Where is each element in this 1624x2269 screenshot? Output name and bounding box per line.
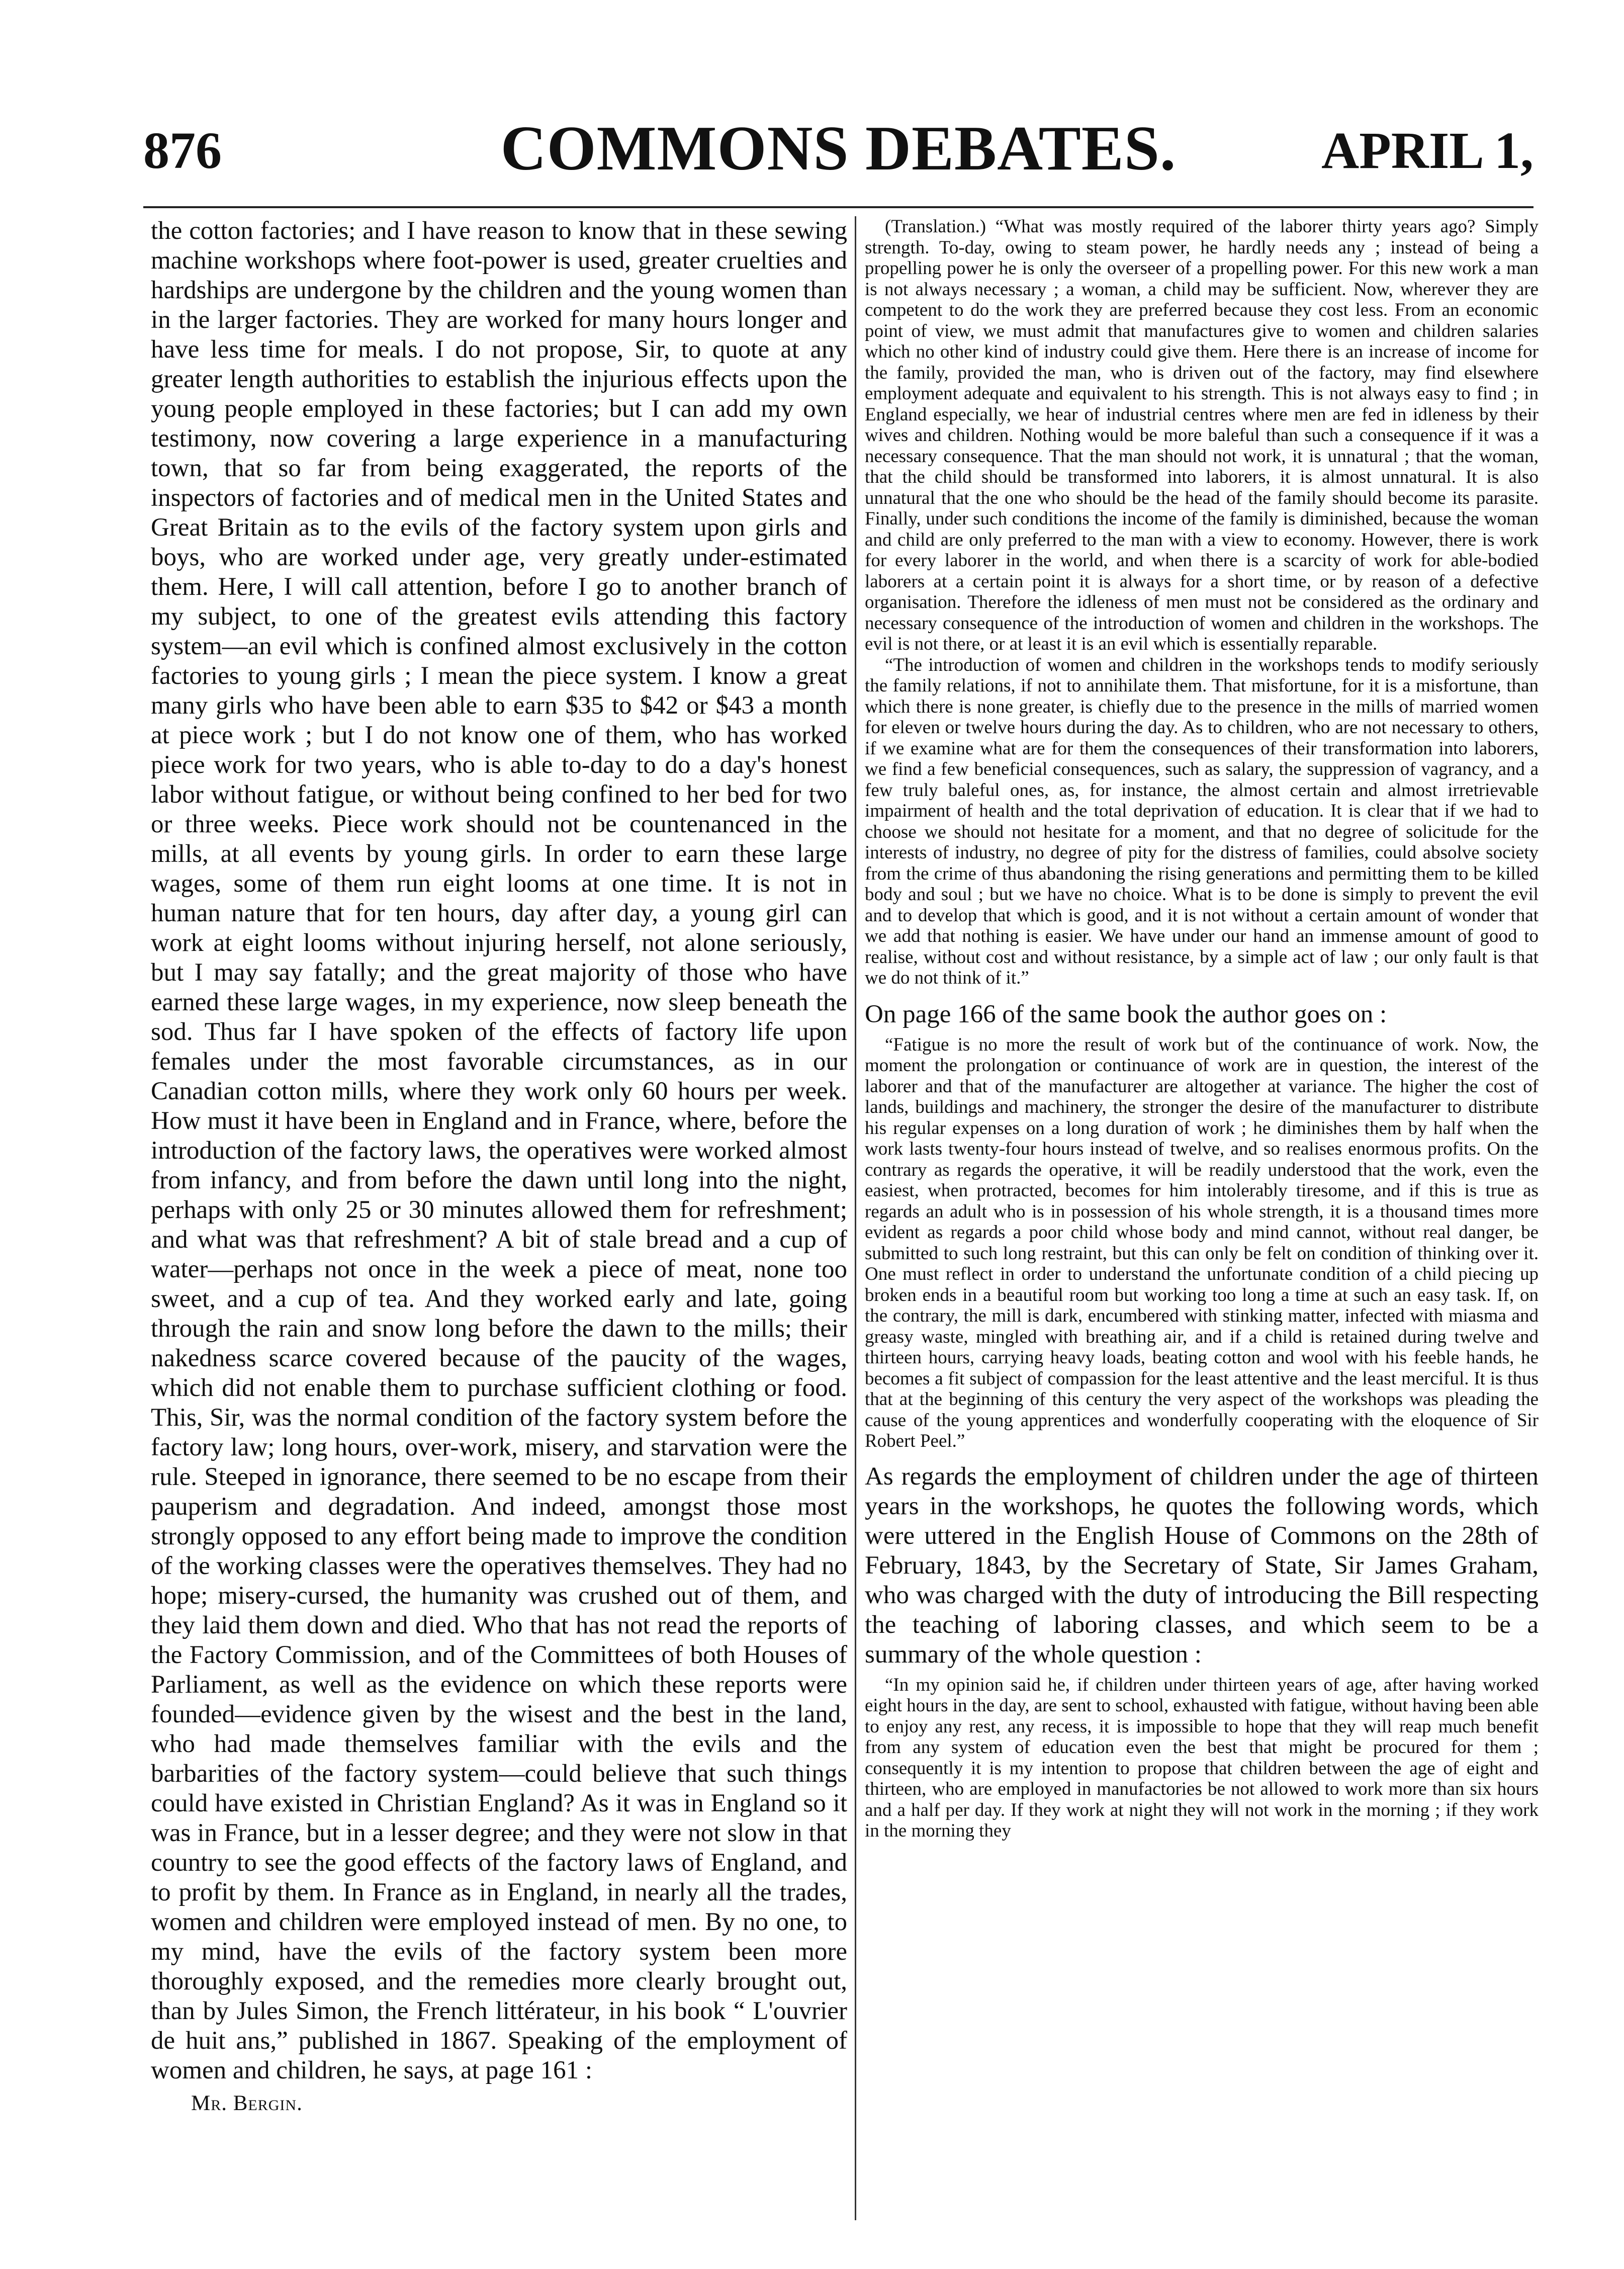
column-divider: [855, 216, 856, 2220]
page-number: 876: [143, 122, 222, 180]
translation-quote-paragraph-2: “The introduction of women and children in the workshops tends to modify seriously the family relations, if not to annihilate them. That misfortune, for it is a misfortune, than which there is none greater, is chiefly due to the presence in the mills of married women for eleven or twelve hours during the day. As to children, who are not necessary to others, if we examine what are for them the consequences of their transformation into laborers, we find a few beneficial consequences, such as salary, the suppression of vagrancy, and a few truly baleful ones, as, for instance, the almost certain and almost irretrievable impairment of health and the total deprivation of education. It is clear that if we had to choose we should not hesitate for a moment, and that no degree of solicitude for the interests of industry, no degree of pity for the distress of families, could absolve society from the crime of thus abandoning the rising generations and permitting them to be killed body and soul ; but we have no choice. What is to be done is simply to prevent the evil and to develop that which is good, and it is not without a certain amount of wonder that we add that nothing is easier. We have under our hand an immense amount of good to realise, without cost and without resistance, by a simple act of law ; our only fault is that we do not think of it.”: [865, 654, 1539, 988]
header-rule: [143, 206, 1533, 208]
header-date: APRIL 1,: [1321, 122, 1533, 180]
graham-intro: As regards the employment of children under the age of thirteen years in the workshops, he quotes the following words, which were uttered in the English House of Commons on the 28th of February, 1843, by the Secretary of State, Sir James Graham, who was charged with the duty of introducing the Bill respecting the teaching of laboring classes, and which seem to be a summary of the whole question :: [865, 1462, 1539, 1669]
graham-quote-paragraph: “In my opinion said he, if children under thirteen years of age, after having worked eight hours in the day, are sent to school, exhausted with fatigue, without having been able to enjoy any rest, any recess, it is impossible to hope that they will reap much benefit from any system of education even the best that might be procured for them ; consequently it is my intention to propose that children between the age of eight and thirteen, who are employed in manufactories be not allowed to work more than six hours and a half per day. If they work at night they will not work in the morning ; if they work in the morning they: [865, 1674, 1539, 1841]
translation-quote: [865, 216, 1539, 989]
translation-quote-paragraph-1: (Translation.) “What was mostly required of the laborer thirty years ago? Simply strength. To-day, owing to steam power, he hardly needs any ; instead of being a propelling power he is only the overseer of a propelling power. For this new work a man is not always necessary ; a woman, a child may be sufficient. Now, wherever they are competent to do the work they are preferred because they cost less. From an economic point of view, we must admit that manufactures give to women and children salaries which no other kind of industry could give them. Here there is an increase of income for the family, provided the man, who is driven out of the factory, may find elsewhere employment adequate and equivalent to his strength. This is not always easy to find ; in England especially, we hear of industrial centres where men are fed in idleness by their wives and children. Nothing would be more baleful than such a consequence if it was a necessary consequence. That the man should not work, it is unnatural ; that the woman, that the child should be transformed into laborers, it is almost unnatural. It is also unnatural that the one who should be the head of the family should become its parasite. Finally, under such conditions the income of the family is diminished, because the woman and child are only preferred to the man with a view to economy. However, there is work for every laborer in the world, and when there is a scarcity of work for able-bodied laborers at a certain point it is always for a short time, or by reason of a defective organisation. Therefore the idleness of men must not be considered as the ordinary and necessary consequence of the introduction of women and children in the workshops. The evil is not there, or at least it is an evil which is essentially reparable.: [865, 216, 1539, 654]
page-166-quote: [865, 1034, 1539, 1452]
left-column: [151, 216, 847, 2118]
graham-quote: [865, 1675, 1539, 1842]
page-166-quote-paragraph: “Fatigue is no more the result of work but of the continuance of work. Now, the moment the prolongation or continuance of work are in question, the interest of the laborer and that of the manufacturer are altogether at variance. The higher the cost of lands, buildings and machinery, the stronger the desire of the manufacturer to distribute his regular expenses on a long duration of work ; he diminishes them by half when the work lasts twenty-four hours instead of twelve, and so realises enormous profits. On the contrary as regards the operative, it will be readily understood that the work, even the easiest, when protracted, becomes for him intolerably tiresome, and if this is true as regards an adult who is in possession of his whole strength, it is a thousand times more evident as regards a poor child whose body and mind cannot, without real danger, be submitted to such long restraint, but this can only be felt on condition of thinking over it. One must reflect in order to understand the unfortunate condition of a child piecing up broken ends in a beautiful room but working too long a time at such an easy task. If, on the contrary, the mill is dark, encumbered with stinking matter, infected with miasma and greasy waste, mingled with breathing air, and if a child is retained during twelve and thirteen hours, carrying heavy loads, beating cotton and wool with his feeble hands, he becomes a fit subject of compassion for the least attentive and the least merciful. It is thus that at the beginning of this century the very aspect of the workshops was pleading the cause of the young apprentices and wonderfully cooperating with the eloquence of Sir Robert Peel.”: [865, 1034, 1539, 1451]
speaker-name: Mr. Bergin.: [191, 2091, 303, 2115]
page-header: [143, 101, 1533, 184]
running-title: COMMONS DEBATES.: [500, 114, 1177, 184]
right-column: [865, 216, 1539, 1842]
left-column-paragraph: the cotton factories; and I have reason to know that in these sewing machine workshops where foot-power is used, greater cruelties and hardships are undergone by the children and the young women than in the larger factories. They are worked for many hours longer and have less time for meals. I do not propose, Sir, to quote at any greater length authorities to establish the injurious effects upon the young people employed in these factories; but I can add my own testimony, now covering a large experience in a manufacturing town, that so far from being exaggerated, the reports of the inspectors of factories and of medical men in the United States and Great Britain as to the evils of the factory system upon girls and boys, who are worked under age, very greatly under-estimated them. Here, I will call attention, before I go to another branch of my subject, to one of the greatest evils attending this factory system—an evil which is confined almost exclusively in the cotton factories to young girls ; I mean the piece system. I know a great many girls who have been able to earn $35 to $42 or $43 a month at piece work ; but I do not know one of them, who has worked piece work for two years, who is able to-day to do a day's honest labor without fatigue, or without being confined to her bed for two or three weeks. Piece work should not be countenanced in the mills, at all events by young girls. In order to earn these large wages, some of them run eight looms at one time. It is not in human nature that for ten hours, day after day, a young girl can work at eight looms without injuring herself, not alone seriously, but I may say fatally; and the great majority of those who have earned these large wages, in my experience, now sleep beneath the sod. Thus far I have spoken of the effects of factory life upon females under the most favorable circumstances, as in our Canadian cotton mills, where they work only 60 hours per week. How must it have been in England and in France, where, before the introduction of the factory laws, the operatives were worked almost from infancy, and from before the dawn until long into the night, perhaps with only 25 or 30 minutes allowed them for refreshment; and what was that refreshment? A bit of stale bread and a cup of water—perhaps not once in the week a piece of meat, none too sweet, and a cup of tea. And they worked early and late, going through the rain and snow long before the dawn to the mills; their nakedness scarce covered because of the paucity of the wages, which did not enable them to purchase sufficient clothing or food. This, Sir, was the normal condition of the factory system before the factory law; long hours, over-work, misery, and starvation were the rule. Steeped in ignorance, there seemed to be no escape from their pauperism and degradation. And indeed, amongst those most strongly opposed to any effort being made to improve the condition of the working classes were the operatives themselves. They had no hope; misery-cursed, the humanity was crushed out of them, and they laid them down and died. Who that has not read the reports of the Factory Commission, and of the Committees of both Houses of Parliament, as well as the evidence on which these reports were founded—evidence given by the wisest and the best in the land, who had made themselves familiar with the evils and the barbarities of the factory system—could believe that such things could have existed in Christian England? As it was in England so it was in France, but in a lesser degree; and they were not slow in that country to see the good effects of the factory laws of England, and to profit by them. In France as in England, in nearly all the trades, women and children were employed instead of men. By no one, to my mind, have the evils of the factory system been more thoroughly exposed, and the remedies more clearly brought out, than by Jules Simon, the French littérateur, in his book “ L'ouvrier de huit ans,” published in 1867. Speaking of the employment of women and children, he says, at page 161 :: [151, 217, 847, 2084]
page-166-intro: On page 166 of the same book the author goes on :: [865, 1000, 1387, 1028]
